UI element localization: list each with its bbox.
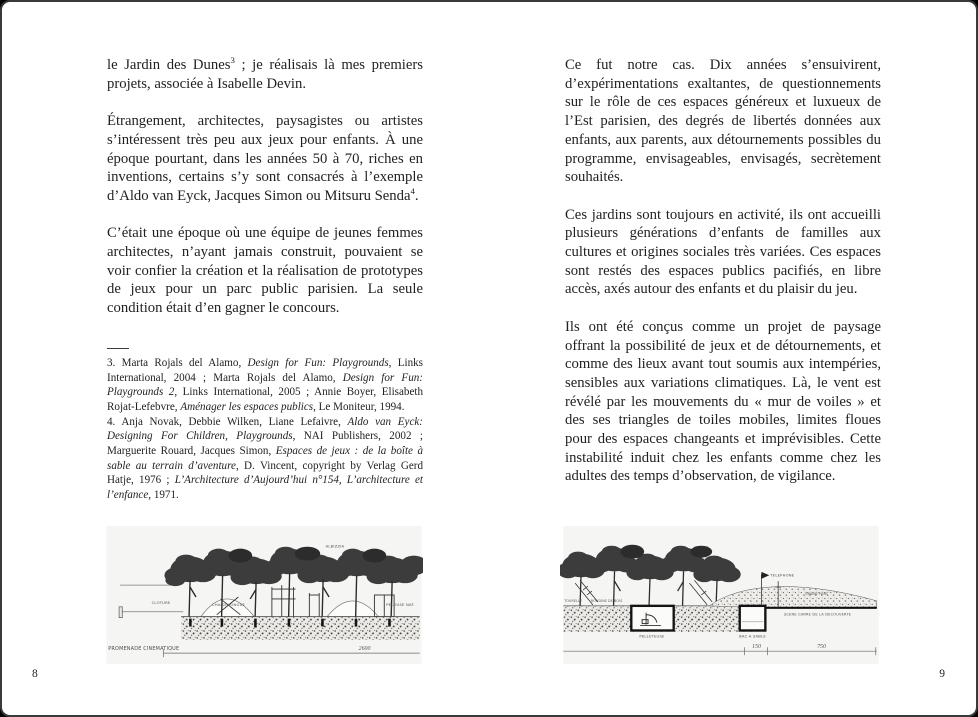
label-albizzia: ALBIZZIA <box>325 544 345 549</box>
label-telephone: TELEPHONE <box>770 573 795 578</box>
footnote: 3. Marta Rojals del Alamo, Design for Fun: Playgrounds, Links International, 2004 ; Marta Rojals del Alamo, Design for Fun: Playgrounds 2, Links International, 2005 ; Annie Boyer, Elisabeth Rojat-Lefebvre, Aménager les espaces publics, Le Moniteur, 1994. <box>107 356 423 413</box>
ground-hatch <box>181 617 420 640</box>
paragraph: C’était une époque où une équipe de jeunes femmes architectes, n’ayant jamais construit, pouvaient se voir confier la création et la réalisation de prototypes de jeux pour un parc public parisien. La seule condition était d’en gagner le concours. <box>107 225 423 317</box>
footnotes-block <box>107 348 423 503</box>
label-rondins: RONDINS DE BOIS <box>590 598 623 603</box>
label-scene: SCENE CARRE DE LA DECOUVERTE <box>783 612 852 617</box>
footnote-rule <box>107 348 129 349</box>
label-tourelle: TOURELLE <box>564 598 583 603</box>
paragraph: Ces jardins sont toujours en activité, ils ont accueilli plusieurs générations d’enfants de familles aux cultures et origines sociales très variées. Ces espaces sont restés des espaces publics pacifiés, en libre accès, axés autour des enfants et du plaisir du jeu. <box>565 206 881 298</box>
label-grand-pont: GRAND PONT <box>805 592 829 596</box>
page-number-left: 8 <box>32 668 38 680</box>
footnote: 4. Anja Novak, Debbie Wilken, Liane Lefaivre, Aldo van Eyck: Designing For Children, Playgrounds, NAI Publishers, 2002 ; Marguerite Rouard, Jacques Simon, Espaces de jeux : de la boîte à sable au terrain d’aventure, D. Vincent, copyright by Verlag Gerd Hatje, 1976 ; L’Architecture d’Aujourd’hui n°154, L’architecture et l’enfance, 1971. <box>107 415 424 502</box>
excavator-pit <box>631 606 673 631</box>
left-page <box>107 56 423 503</box>
sand-pit <box>740 606 766 631</box>
label-cloture: CLOTURE <box>151 600 171 605</box>
label-bac-a-sable: BAC A SABLE <box>739 634 766 639</box>
label-pelleteuse: PELLETEUSE <box>639 634 665 639</box>
label-chaise-longue: CHAISE LONGUE <box>211 602 246 607</box>
paragraph: Étrangement, architectes, paysagistes ou artistes s’intéressent très peu aux jeux pour enfants. À une époque pourtant, dans les années 50 à 70, riches en inventions, certains s’y sont consacrés à l’exemple d’Aldo van Eyck, Jacques Simon ou Mitsuru Senda$^4$. <box>107 113 423 204</box>
paragraph: le Jardin des Dunes$^3$ ; je réalisais là mes premiers projets, associée à Isabelle Devin. <box>107 55 423 92</box>
page-number-right: 9 <box>939 668 945 680</box>
dimension-value: 2600 <box>358 646 371 653</box>
label-promenade: PROMENADE CINEMATIQUE <box>108 646 180 653</box>
dimension-value-150: 150 <box>752 644 761 651</box>
right-page <box>565 56 881 505</box>
dimension-value-750: 750 <box>817 644 826 651</box>
paragraph: Ce fut notre cas. Dix années s’ensuivirent, d’expérimentations exaltantes, de questionnements sur le rôle de ces espaces généreux et luxueux de l’Est parisien, des degrés de libertés données aux enfants, aux parents, aux détournements possibles du programme, envisageables, envisagés, secrètement souhaités. <box>565 57 881 186</box>
label-pelouse: PELOUSE NAT. <box>386 602 415 607</box>
section-drawing-promenade <box>105 526 423 664</box>
paragraph: Ils ont été conçus comme un projet de paysage offrant la possibilité de jeux et de détournements, et comme des lieux avant tout soumis aux intempéries, sensibles aux variations climatiques. Là, le vent est révélé par les mouvements du « mur de voiles » et des ses triangles de toiles mobiles, limites floues pour des espaces changeants et imprévisibles. Cette instabilité induit chez les enfants comme chez les adultes des temps d’observation, de vigilance. <box>565 318 881 485</box>
section-drawing-scene-carree <box>560 526 882 664</box>
